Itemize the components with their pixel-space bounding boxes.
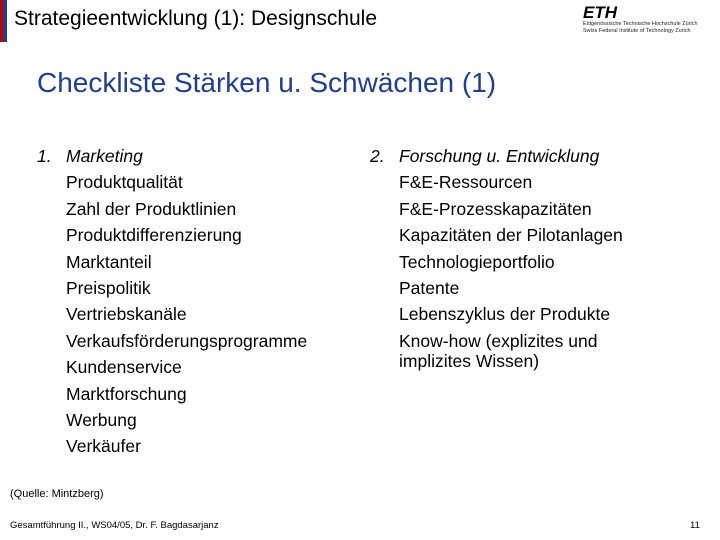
- list-item: Werbung: [66, 410, 137, 431]
- list-item: Preispolitik: [66, 278, 151, 299]
- header-title: Strategieentwicklung (1): Designschule: [14, 7, 378, 30]
- list-item: Verkäufer: [66, 436, 141, 457]
- column-marketing: [37, 143, 307, 460]
- page-number: 11: [690, 520, 700, 531]
- header-accent-stripe: [0, 0, 3, 42]
- list-item: Lebenszyklus der Produkte: [399, 304, 611, 325]
- list-item: Kundenservice: [66, 357, 182, 378]
- eth-logo-mark: ETH: [583, 3, 617, 22]
- column-heading: [37, 143, 307, 169]
- column-research: [370, 143, 623, 371]
- eth-logo: [583, 4, 715, 38]
- list-item: Vertriebskanäle: [66, 304, 187, 325]
- list-item-line-2: implizites Wissen): [399, 350, 540, 371]
- list-item: F&E-Ressourcen: [399, 172, 533, 193]
- list-item: Kapazitäten der Pilotanlagen: [399, 225, 623, 246]
- list-item: F&E-Prozesskapazitäten: [399, 198, 592, 219]
- eth-logo-line-1: Eidgenössische Technische Hochschule Zürich: [583, 21, 698, 27]
- column-number: 2.: [370, 146, 385, 166]
- column-heading-label: Marketing: [66, 146, 143, 166]
- footer-course-info: Gesamtführung II., WS04/05, Dr. F. Bagdasarjanz: [10, 520, 219, 531]
- list-item: Technologieportfolio: [399, 251, 555, 272]
- list-item: Marktanteil: [66, 251, 152, 272]
- list-item-line-1: Know-how (explizites und: [399, 330, 598, 351]
- list-item: Patente: [399, 278, 460, 299]
- column-number: 1.: [37, 146, 52, 166]
- slide-title: Checkliste Stärken u. Schwächen (1): [37, 67, 497, 98]
- list-item: Produktdifferenzierung: [66, 225, 242, 246]
- column-heading-label: Forschung u. Entwicklung: [399, 146, 600, 166]
- column-heading: [370, 143, 623, 169]
- eth-logo-line-2: Swiss Federal Institute of Technology Zurich: [583, 28, 691, 34]
- list-item: Produktqualität: [66, 172, 183, 193]
- list-item: Verkaufsförderungsprogramme: [66, 330, 308, 351]
- source-note: (Quelle: Mintzberg): [10, 488, 104, 500]
- list-item: Marktforschung: [66, 383, 187, 404]
- list-item: Zahl der Produktlinien: [66, 198, 237, 219]
- list-item-wrapped: [370, 331, 623, 371]
